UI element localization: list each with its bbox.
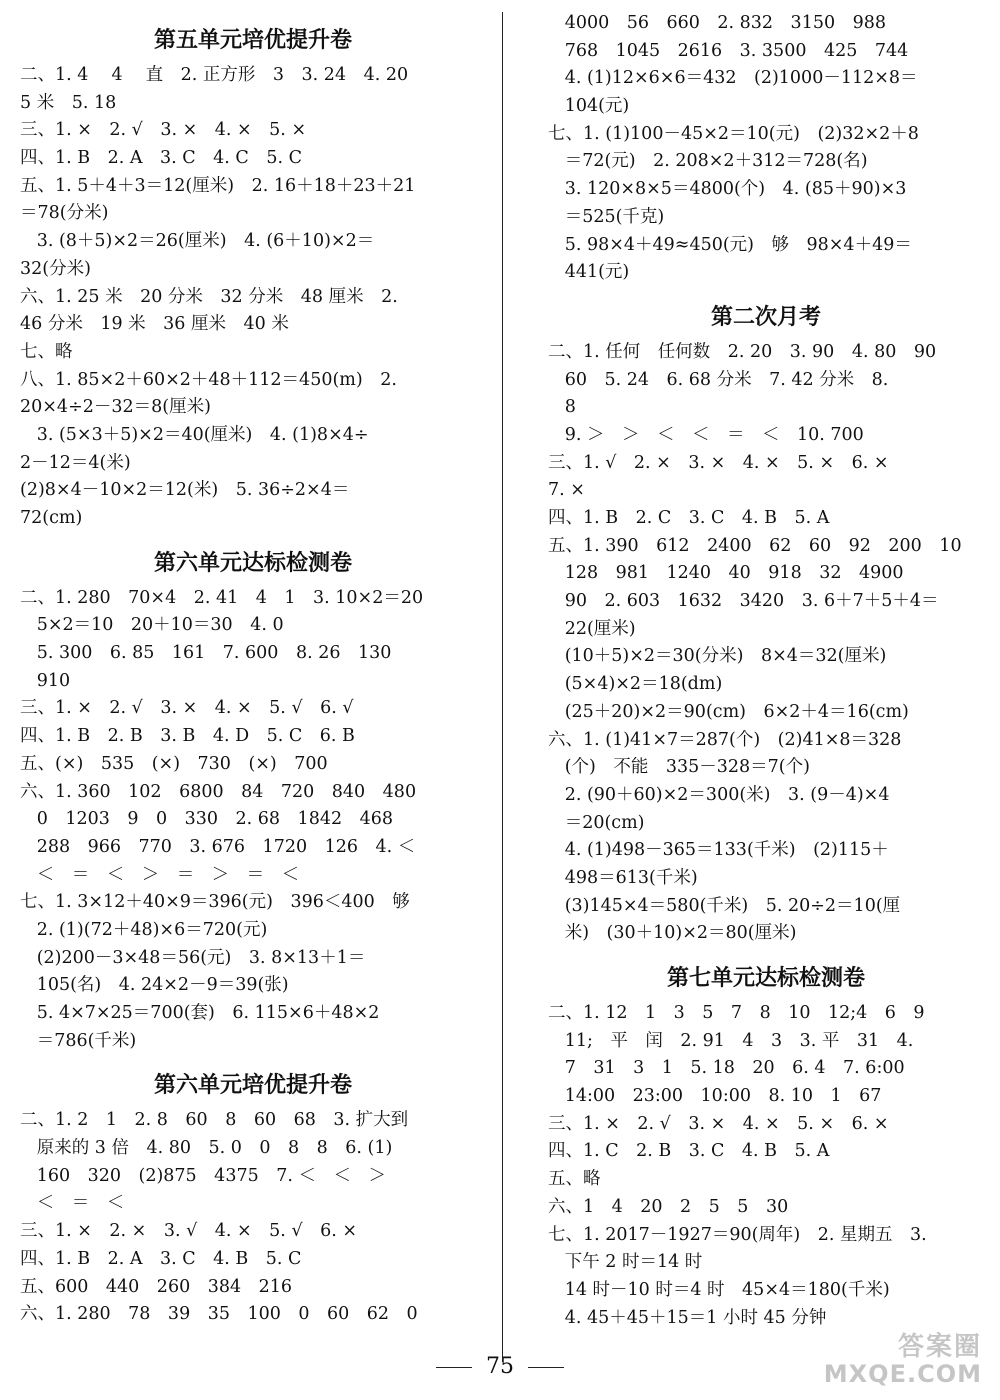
answer-line: (2)8×4－10×2＝12(米) 5. 36÷2×4＝: [20, 480, 350, 501]
answer-line: 4000 56 660 2. 832 3150 988: [548, 13, 886, 33]
watermark-text: 答案圈: [897, 1332, 982, 1362]
answer-line: 60 5. 24 6. 68 分米 7. 42 分米 8.: [548, 369, 889, 390]
answer-line: 七、1. (1)100－45×2＝10(元) (2)32×2＋8: [548, 123, 919, 144]
answer-line: 二、1. 任何 任何数 2. 20 3. 90 4. 80 90: [548, 341, 937, 362]
answer-line: 5×2＝10 20＋10＝30 4. 0: [20, 615, 284, 636]
section-title: 第七单元达标检测卷: [666, 966, 865, 991]
answer-line: 二、1. 4 4 直 2. 正方形 3 3. 24 4. 20: [20, 65, 409, 85]
answer-line: 90 2. 603 1632 3420 3. 6＋7＋5＋4＝: [548, 591, 939, 612]
answer-line: 六、1. (1)41×7＝287(个) (2)41×8＝328: [548, 729, 902, 750]
answer-line: 八、1. 85×2＋60×2＋48＋112＝450(m) 2.: [20, 369, 397, 390]
answer-line: 4. 45＋45＋15＝1 小时 45 分钟: [548, 1307, 827, 1328]
answer-line: 五、(×) 535 (×) 730 (×) 700: [20, 753, 328, 774]
answer-line: 五、600 440 260 384 216: [20, 1276, 293, 1297]
answer-line: 7 31 3 1 5. 18 20 6. 4 7. 6:00: [548, 1058, 905, 1079]
answer-line: 三、1. × 2. × 3. √ 4. × 5. √ 6. ×: [20, 1221, 358, 1242]
answer-line: 三、1. × 2. √ 3. × 4. × 5. ×: [20, 120, 307, 141]
answer-line: 14 时－10 时＝4 时 45×4＝180(千米): [548, 1279, 890, 1300]
answer-line: 104(元): [548, 96, 630, 117]
answer-line: 四、1. B 2. A 3. C 4. C 5. C: [20, 148, 302, 169]
answer-line: (10＋5)×2＝30(分米) 8×4＝32(厘米): [548, 646, 887, 667]
answer-line: 288 966 770 3. 676 1720 126 4. ＜: [20, 836, 416, 857]
answer-line: 七、1. 3×12＋40×9＝396(元) 396＜400 够: [20, 892, 410, 913]
answer-line: 4. (1)12×6×6＝432 (2)1000－112×8＝: [548, 68, 918, 89]
answer-line: ＝78(分米): [20, 203, 109, 224]
answer-line: 22(厘米): [548, 618, 636, 639]
answer-line: 2. (1)(72＋48)×6＝720(元): [20, 919, 268, 940]
answer-line: 三、1. × 2. √ 3. × 4. × 5. √ 6. √: [20, 698, 354, 719]
answer-line: 14:00 23:00 10:00 8. 10 1 67: [548, 1086, 882, 1107]
answer-line: 下午 2 时＝14 时: [548, 1252, 703, 1273]
section-title: 第二次月考: [710, 304, 821, 330]
answer-line: 四、1. B 2. B 3. B 4. D 5. C 6. B: [20, 726, 355, 747]
answer-line: 原来的 3 倍 4. 80 5. 0 0 8 8 6. (1): [20, 1138, 393, 1159]
answer-line: (5×4)×2＝18(dm): [548, 674, 723, 695]
right-column: [548, 10, 984, 1332]
answer-line: (个) 不能 335－328＝7(个): [548, 757, 810, 778]
answer-line: 七、略: [20, 341, 73, 362]
answer-line: 四、1. B 2. C 3. C 4. B 5. A: [548, 508, 830, 528]
answer-line: 2. (90＋60)×2＝300(米) 3. (9－4)×4: [548, 784, 890, 805]
page-number: 75: [486, 1354, 514, 1379]
answer-line: 0 1203 9 0 330 2. 68 1842 468: [20, 809, 393, 830]
answer-line: 7. ×: [548, 480, 585, 501]
answer-line: 9. ＞ ＞ ＜ ＜ ＝ ＜ 10. 700: [548, 424, 864, 445]
left-column: [20, 10, 486, 1329]
section-title: 第六单元达标检测卷: [153, 550, 352, 576]
answer-line: 5. 98×4＋49≈450(元) 够 98×4＋49＝: [548, 234, 912, 255]
answer-line: 72(cm): [20, 508, 83, 528]
answer-line: 六、1. 360 102 6800 84 720 840 480: [20, 781, 417, 802]
answer-line: 五、1. 390 612 2400 62 60 92 200 10: [548, 535, 962, 556]
answer-line: 2－12＝4(米): [20, 452, 131, 473]
answer-line: 五、略: [548, 1169, 601, 1190]
answer-line: 160 320 (2)875 4375 7. ＜ ＜ ＞: [20, 1165, 386, 1186]
answer-line: 六、1. 25 米 20 分米 32 分米 48 厘米 2.: [20, 286, 398, 307]
answer-line: 498＝613(千米): [548, 867, 698, 888]
column-divider: [502, 12, 503, 1362]
watermark: [823, 1326, 986, 1392]
answer-line: (3)145×4＝580(千米) 5. 20÷2＝10(厘: [548, 895, 901, 916]
answer-line: 六、1. 280 78 39 35 100 0 60 62 0: [20, 1304, 418, 1325]
answer-line: 8: [548, 397, 576, 418]
answer-line: ＜ ＝ ＜: [20, 1193, 125, 1214]
answer-line: ＝786(千米): [20, 1030, 137, 1051]
answer-line: 5. 300 6. 85 161 7. 600 8. 26 130: [20, 643, 392, 664]
answer-line: ＝20(cm): [548, 812, 645, 833]
answer-line: ＝72(元) 2. 208×2＋312＝728(名): [548, 151, 868, 172]
answer-line: 5. 4×7×25＝700(套) 6. 115×6＋48×2: [20, 1003, 380, 1023]
answer-line: 3. (8＋5)×2＝26(厘米) 4. (6＋10)×2＝: [20, 231, 375, 252]
answer-line: 20×4÷2－32＝8(厘米): [20, 397, 211, 418]
answer-line: 三、1. √ 2. × 3. × 4. × 5. × 6. ×: [548, 452, 889, 473]
answer-line: 五、1. 5＋4＋3＝12(厘米) 2. 16＋18＋23＋21: [20, 175, 416, 196]
answer-line: 768 1045 2616 3. 3500 425 744: [548, 40, 909, 61]
answer-line: 四、1. C 2. B 3. C 4. B 5. A: [548, 1141, 830, 1162]
answer-line: ＜ ＝ ＜ ＞ ＝ ＞ ＝ ＜: [20, 864, 300, 885]
section-title: 第五单元培优提升卷: [153, 28, 352, 53]
answer-line: 46 分米 19 米 36 厘米 40 米: [20, 314, 289, 335]
answer-line: 11; 平 闰 2. 91 4 3 3. 平 31 4.: [548, 1030, 914, 1051]
answer-line: 910: [20, 670, 71, 691]
answer-line: 四、1. B 2. A 3. C 4. B 5. C: [20, 1248, 302, 1269]
answer-line: 5 米 5. 18: [20, 92, 117, 113]
answer-line: 七、1. 2017－1927＝90(周年) 2. 星期五 3.: [548, 1224, 927, 1245]
answer-line: 二、1. 2 1 2. 8 60 8 60 68 3. 扩大到: [20, 1110, 409, 1131]
footer-dash-left: [436, 1367, 472, 1368]
answer-line: 二、1. 12 1 3 5 7 8 10 12;4 6 9: [548, 1003, 925, 1023]
answer-line: (25＋20)×2＝90(cm) 6×2＋4＝16(cm): [548, 701, 909, 722]
section-title: 第六单元培优提升卷: [153, 1073, 352, 1099]
answer-line: (2)200－3×48＝56(元) 3. 8×13＋1＝: [20, 947, 366, 968]
answer-line: 128 981 1240 40 918 32 4900: [548, 563, 904, 584]
answer-line: 三、1. × 2. √ 3. × 4. × 5. × 6. ×: [548, 1113, 889, 1134]
answer-line: 六、1 4 20 2 5 5 30: [548, 1196, 789, 1217]
answer-line: 4. (1)498－365＝133(千米) (2)115＋: [548, 840, 889, 861]
answer-line: 3. (5×3＋5)×2＝40(厘米) 4. (1)8×4÷: [20, 424, 369, 445]
answer-line: ＝525(千克): [548, 206, 665, 227]
answer-line: 3. 120×8×5＝4800(个) 4. (85＋90)×3: [548, 179, 907, 200]
answer-line: 32(分米): [20, 258, 91, 279]
answer-line: 441(元): [548, 262, 630, 283]
answer-line: 105(名) 4. 24×2－9＝39(张): [20, 975, 289, 996]
answer-line: 米) (30＋10)×2＝80(厘米): [548, 923, 797, 944]
answer-line: 二、1. 280 70×4 2. 41 4 1 3. 10×2＝20: [20, 587, 424, 608]
footer-dash-right: [528, 1367, 564, 1368]
watermark-url: MXQE.COM: [823, 1360, 982, 1388]
